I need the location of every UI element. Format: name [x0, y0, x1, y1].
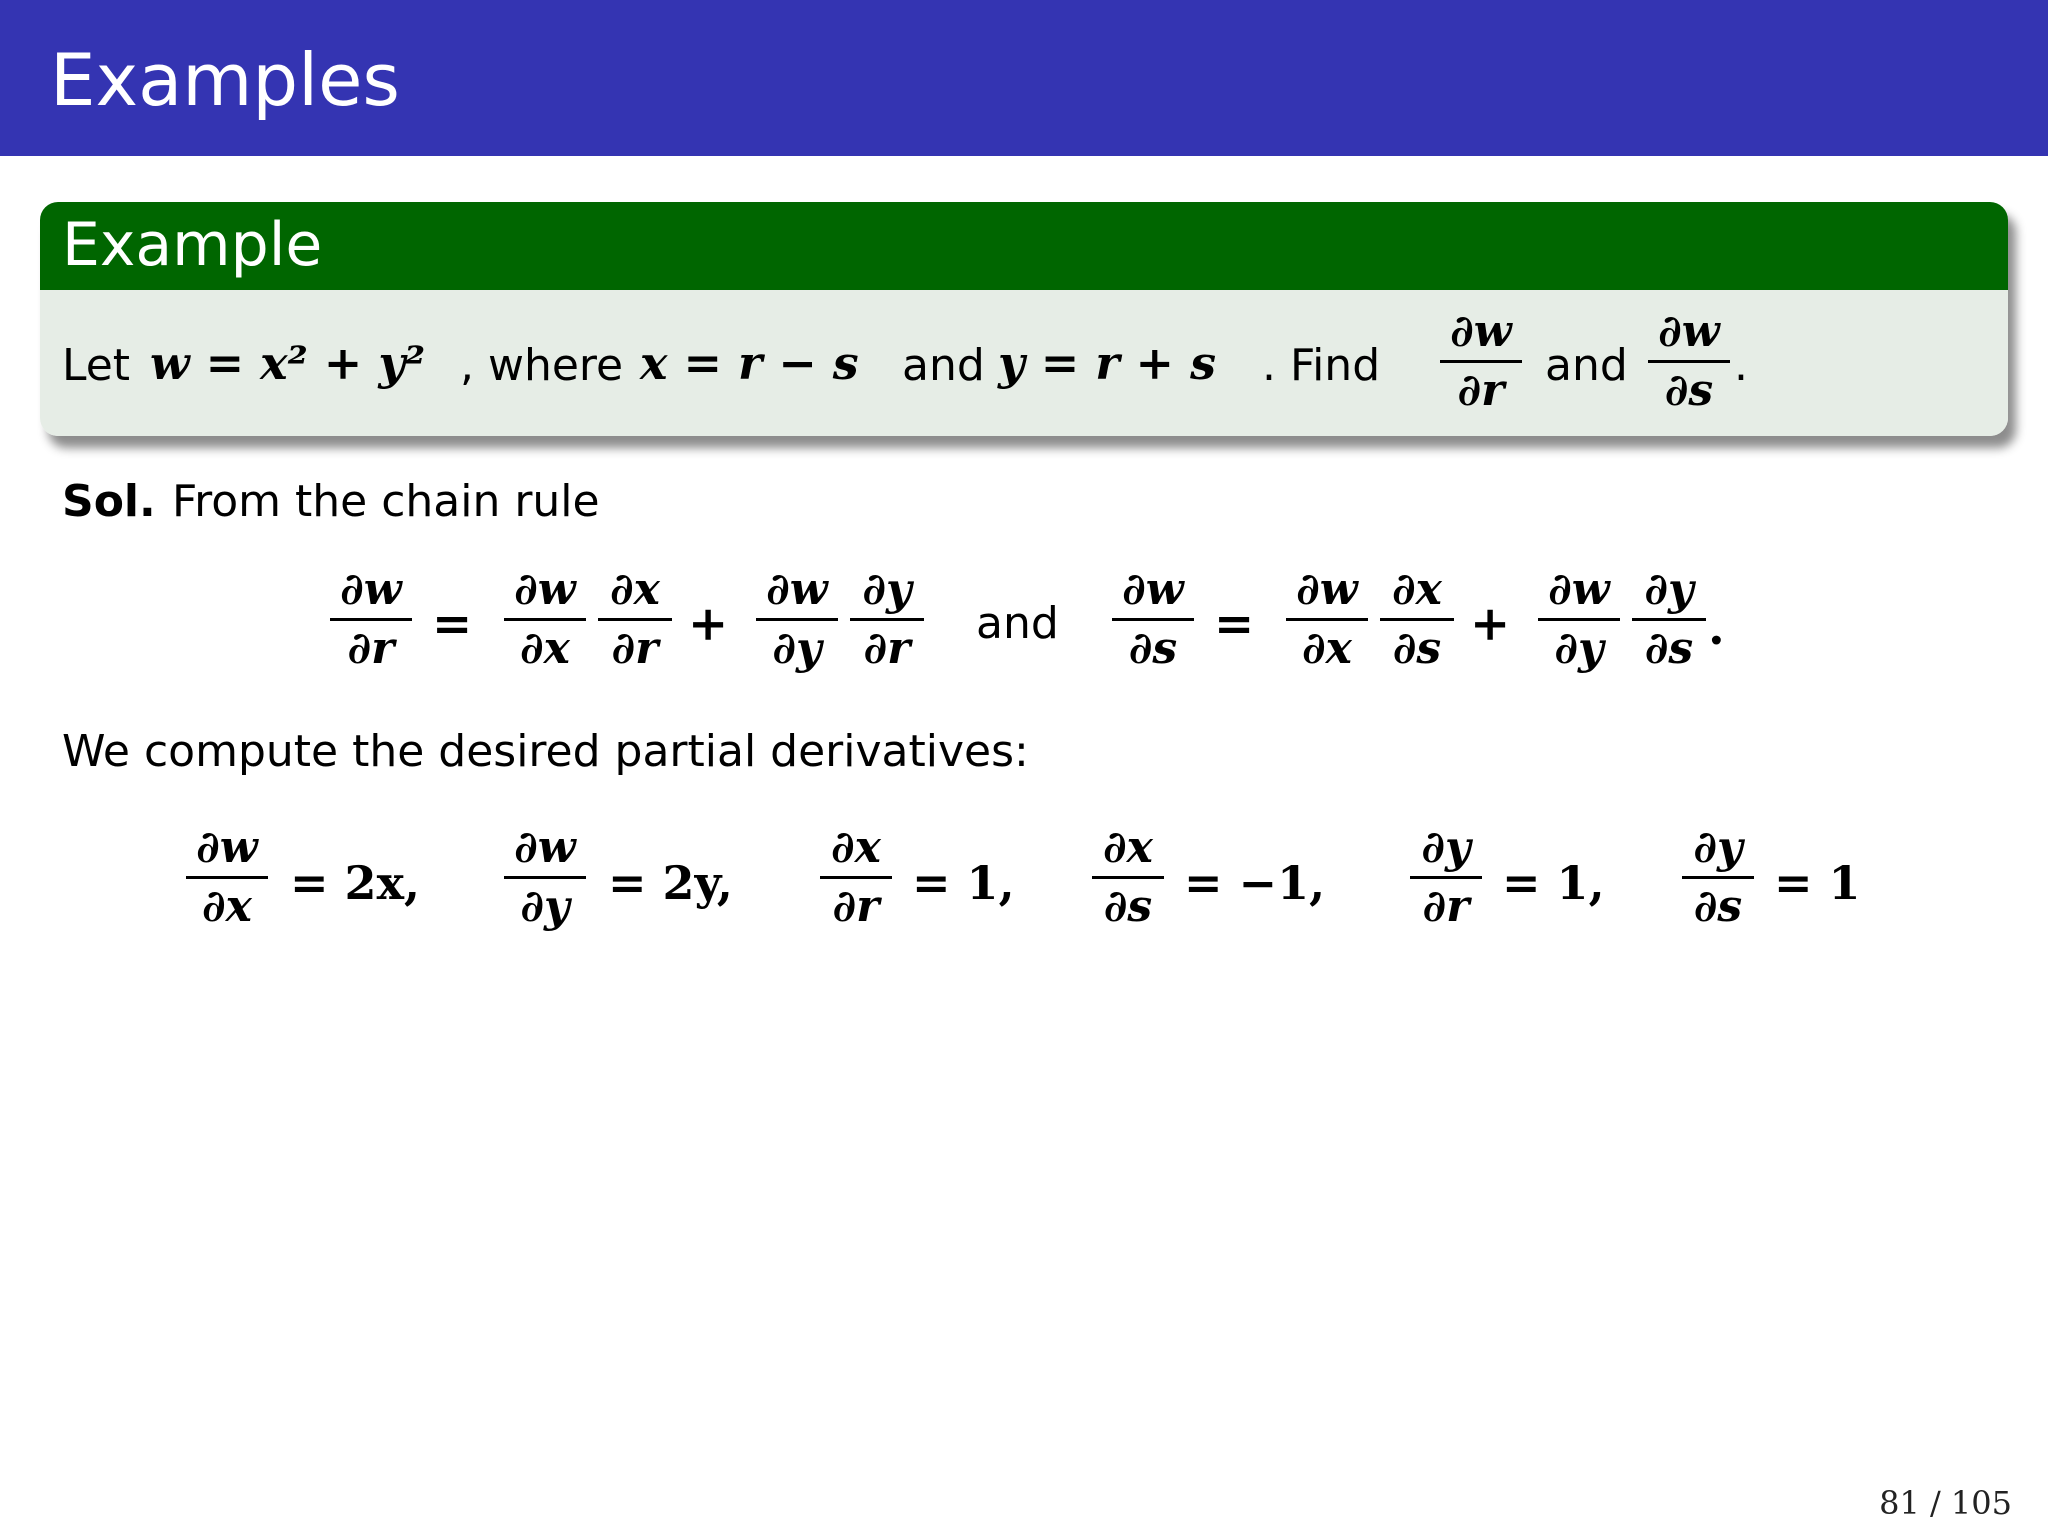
fraction-dw-dr: ∂w ∂r [1440, 310, 1522, 413]
example-block-header [40, 202, 2008, 290]
header-bar [0, 0, 2048, 156]
math-y-definition: y = r + s [998, 336, 1217, 390]
partial-dw-dx: ∂w ∂x [186, 826, 268, 929]
plus-sign-2: + [1470, 596, 1511, 652]
text-period: . [1734, 340, 1748, 391]
text-let: Let [62, 340, 131, 391]
math-w-definition: w = x² + y² [150, 336, 426, 390]
partial-dx-dr-value: = 1, [912, 856, 1015, 910]
example-block-title: Example [62, 210, 323, 280]
partial-dx-ds-value: = −1, [1184, 856, 1326, 910]
equation-period: . [1708, 600, 1725, 656]
partial-dx-ds: ∂x ∂s [1092, 826, 1164, 929]
fraction-dx-ds: ∂x ∂s [1380, 568, 1454, 671]
math-x-definition: x = r − s [640, 336, 859, 390]
partial-dw-dy-value: = 2y, [608, 856, 733, 910]
solution-intro: From the chain rule [172, 476, 600, 527]
solution-label: Sol. [62, 476, 156, 527]
partial-dy-dr: ∂y ∂r [1410, 826, 1482, 929]
fraction-dy-ds: ∂y ∂s [1632, 568, 1706, 671]
partial-dw-dy: ∂w ∂y [504, 826, 586, 929]
slide-title: Examples [50, 38, 400, 122]
text-and-chain: and [976, 598, 1059, 649]
partial-dy-dr-value: = 1, [1502, 856, 1605, 910]
fraction-dw-ds: ∂w ∂s [1648, 310, 1730, 413]
example-block [40, 202, 2008, 436]
text-and: and [902, 340, 985, 391]
text-where: , where [460, 340, 624, 391]
equals-sign-2: = [1214, 596, 1255, 652]
fraction-dw-dy-2: ∂w ∂y [1538, 568, 1620, 671]
text-find: . Find [1262, 340, 1381, 391]
fraction-dw-dx: ∂w ∂x [504, 568, 586, 671]
equals-sign: = [432, 596, 473, 652]
fraction-dy-dr: ∂y ∂r [850, 568, 924, 671]
fraction-lhs-dw-ds: ∂w ∂s [1112, 568, 1194, 671]
fraction-dx-dr: ∂x ∂r [598, 568, 672, 671]
compute-text: We compute the desired partial derivatives: [62, 726, 1029, 777]
partial-dx-dr: ∂x ∂r [820, 826, 892, 929]
plus-sign: + [688, 596, 729, 652]
text-and-2: and [1545, 340, 1628, 391]
fraction-lhs-dw-dr: ∂w ∂r [330, 568, 412, 671]
partial-dw-dx-value: = 2x, [290, 856, 421, 910]
example-block-body [40, 290, 2008, 436]
page-number: 81 / 105 [1879, 1484, 2012, 1522]
partial-dy-ds: ∂y ∂s [1682, 826, 1754, 929]
fraction-dw-dx-2: ∂w ∂x [1286, 568, 1368, 671]
partial-dy-ds-value: = 1 [1774, 856, 1861, 910]
fraction-dw-dy: ∂w ∂y [756, 568, 838, 671]
